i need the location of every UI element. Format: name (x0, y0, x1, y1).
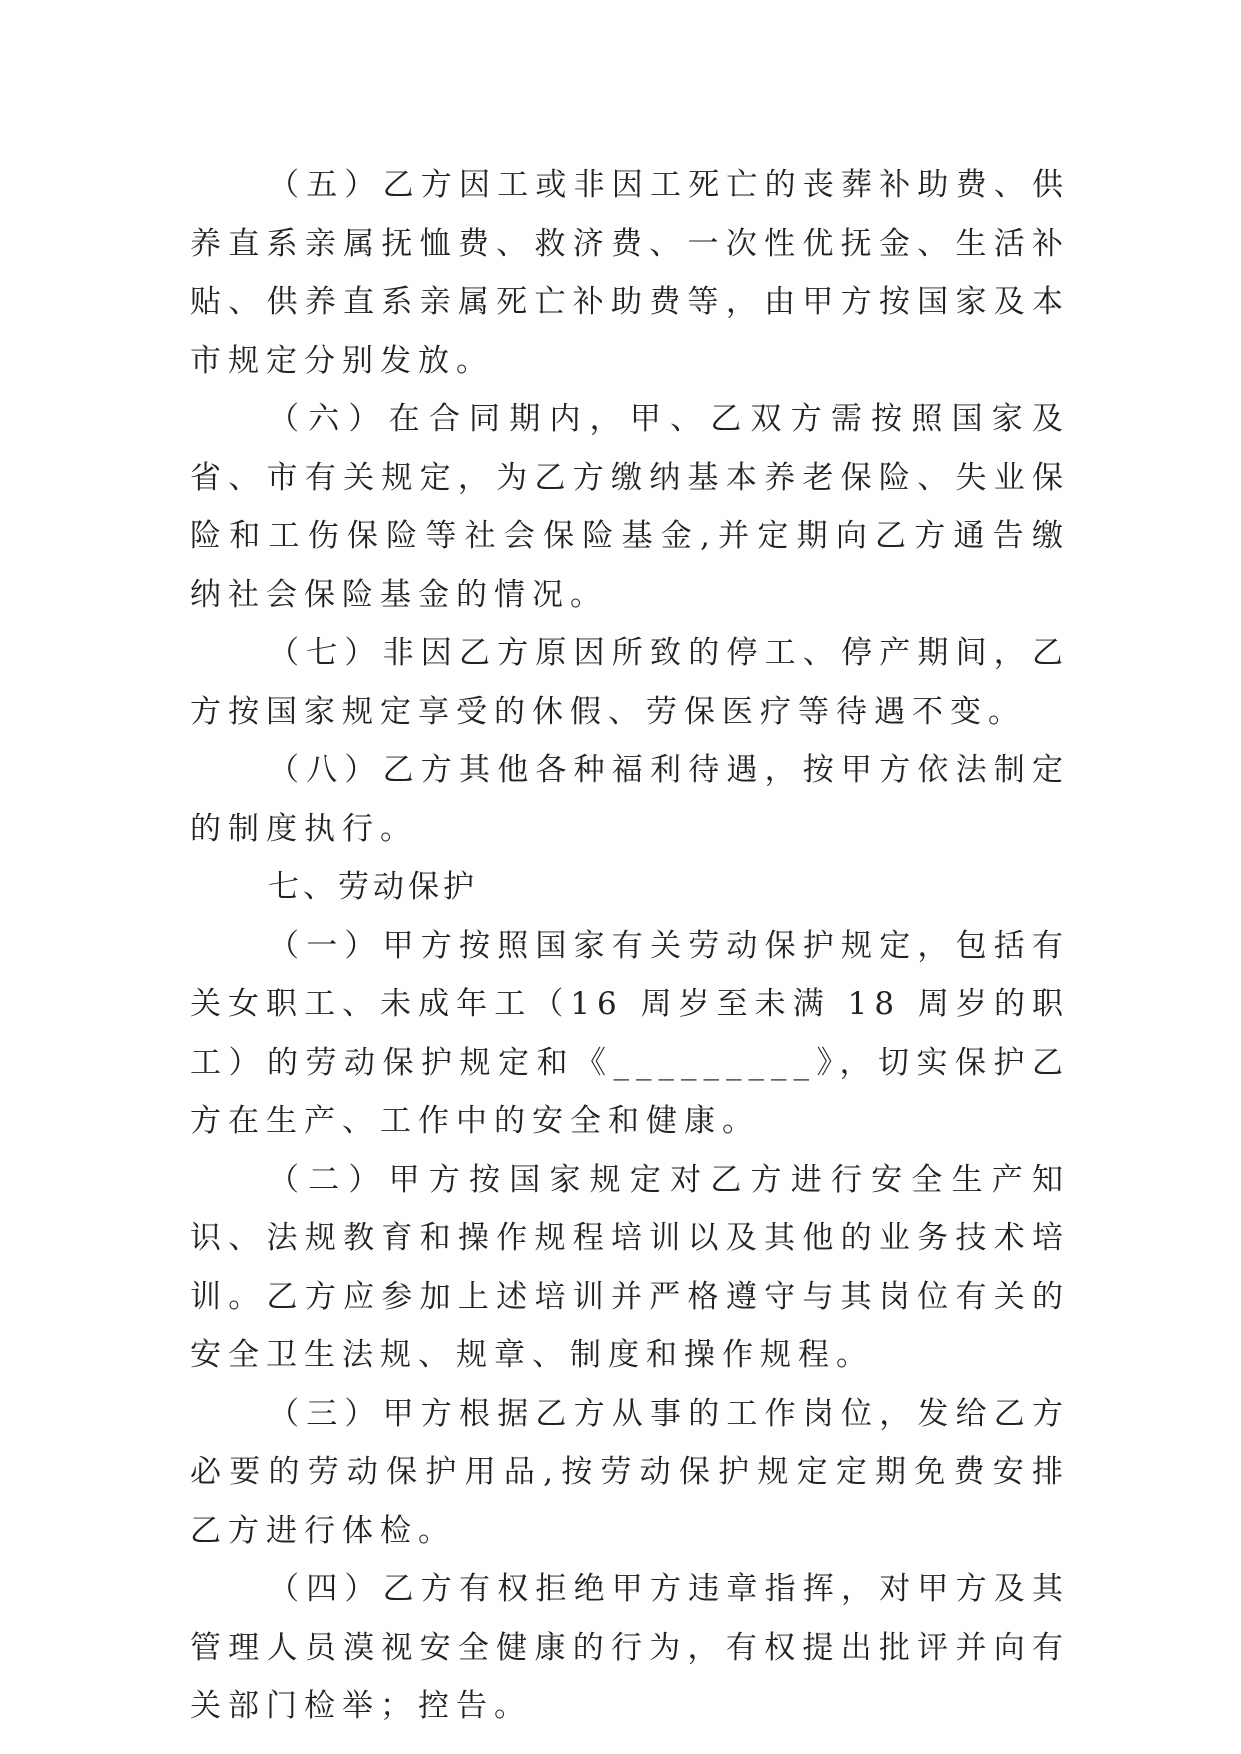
section-heading-labor-protection: 七、劳动保护 (268, 869, 478, 905)
paragraph-safety-training: （二）甲方按国家规定对乙方进行安全生产知识、法规教育和操作规程培训以及其他的业务技术培训。乙方应参加上述培训并严格遵守与其岗位有关的安全卫生法规、规章、制度和操作规程。 (190, 1161, 1070, 1373)
paragraph-right-to-refuse: （四）乙方有权拒绝甲方违章指挥，对甲方及其管理人员漠视安全健康的行为，有权提出批评并向有关部门检举；控告。 (190, 1571, 1070, 1724)
paragraph-social-insurance: （六）在合同期内，甲、乙双方需按照国家及省、市有关规定，为乙方缴纳基本养老保险、失业保险和工伤保险等社会保险基金,并定期向乙方通告缴纳社会保险基金的情况。 (190, 401, 1070, 613)
paragraph-protection-regulations: （一）甲方按照国家有关劳动保护规定，包括有关女职工、未成年工（16 周岁至未满 18 周岁的职工）的劳动保护规定和《_________》，切实保护乙方在生产、工作中的安全和健康。 (190, 927, 1070, 1139)
paragraph-funeral-subsidy: （五）乙方因工或非因工死亡的丧葬补助费、供养直系亲属抚恤费、救济费、一次性优抚金、生活补贴、供养直系亲属死亡补助费等，由甲方按国家及本市规定分别发放。 (190, 167, 1070, 379)
paragraph-protective-equipment: （三）甲方根据乙方从事的工作岗位，发给乙方必要的劳动保护用品,按劳动保护规定定期免费安排乙方进行体检。 (190, 1395, 1070, 1549)
paragraph-work-stoppage: （七）非因乙方原因所致的停工、停产期间，乙方按国家规定享受的休假、劳保医疗等待遇不变。 (190, 635, 1070, 730)
paragraph-other-benefits: （八）乙方其他各种福利待遇，按甲方依法制定的制度执行。 (190, 752, 1070, 847)
document-body (190, 156, 1070, 1736)
